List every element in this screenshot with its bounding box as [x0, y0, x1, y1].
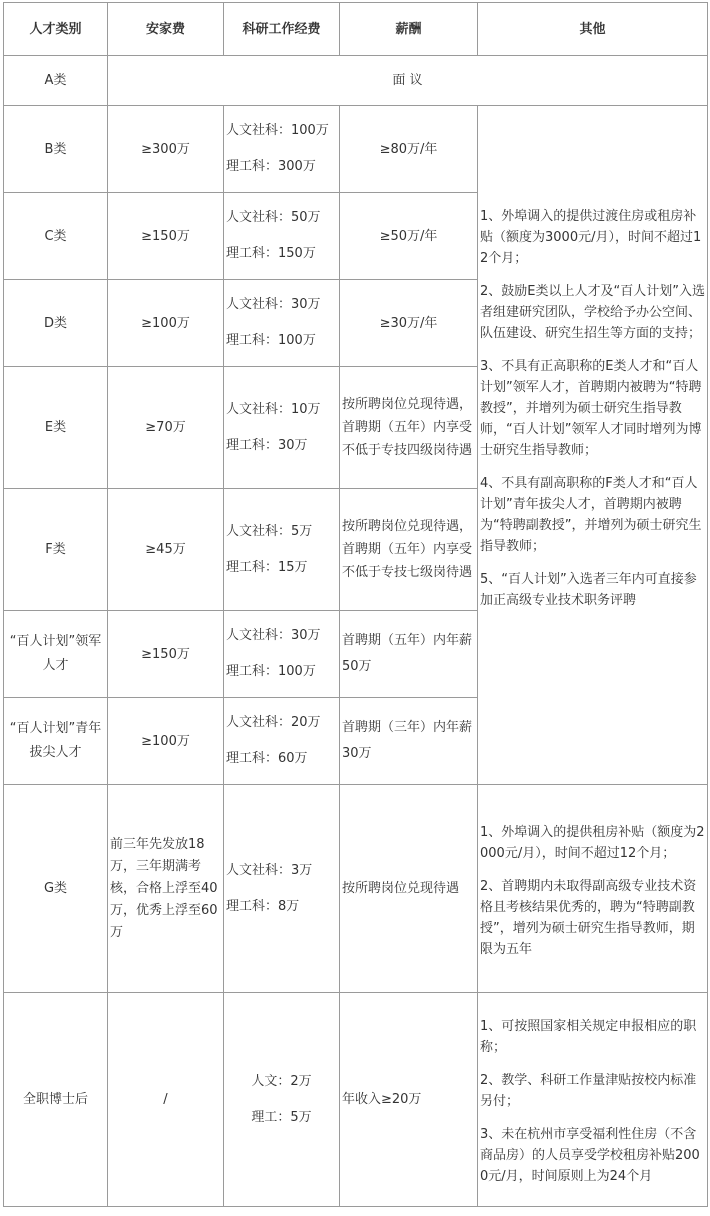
funding-cell — [224, 280, 340, 367]
funding-humanities: 人文社科：50万 — [226, 210, 321, 225]
funding-cell — [224, 489, 340, 611]
salary-cell: 首聘期（五年）内年薪50万 — [340, 611, 478, 698]
salary-cell: 按所聘岗位兑现待遇，首聘期（五年）内享受不低于专技七级岗待遇 — [340, 489, 478, 611]
funding-science: 理工科：15万 — [226, 559, 308, 575]
other-item: 2、鼓励E类以上人才及“百人计划”入选者组建研究团队，学校给予办公空间、队伍建设、研究生招生等方面的支持； — [480, 284, 705, 341]
category-cell: “百人计划”青年拔尖人才 — [4, 698, 108, 785]
salary-cell: ≥50万/年 — [340, 193, 478, 280]
fee-cell: ≥100万 — [108, 280, 224, 367]
fee-cell: / — [108, 993, 224, 1207]
funding-science: 理工科：300万 — [226, 159, 316, 174]
header-settling-fee: 安家费 — [108, 3, 224, 56]
funding-science: 理工科：100万 — [226, 664, 316, 679]
salary-cell: ≥80万/年 — [340, 106, 478, 193]
funding-science: 理工科：100万 — [226, 333, 316, 348]
funding-cell — [224, 785, 340, 993]
funding-science: 理工科：150万 — [226, 246, 316, 261]
funding-science: 理工科：30万 — [226, 437, 308, 453]
table-row — [4, 785, 708, 993]
funding-cell — [224, 698, 340, 785]
category-cell: B类 — [4, 106, 108, 193]
other-item: 3、不具有正高职称的E类人才和“百人计划”领军人才，首聘期内被聘为“特聘教授”，并增列为硕士研究生指导教师，“百人计划”领军人才同时增列为博士研究生指导教师； — [480, 359, 702, 458]
fee-cell: ≥150万 — [108, 611, 224, 698]
fee-cell: ≥300万 — [108, 106, 224, 193]
category-cell: 全职博士后 — [4, 993, 108, 1207]
funding-humanities: 人文社科：3万 — [226, 862, 313, 878]
funding-cell — [224, 193, 340, 280]
other-cell-postdoc — [478, 993, 708, 1207]
header-research-funding: 科研工作经费 — [224, 3, 340, 56]
salary-cell: ≥30万/年 — [340, 280, 478, 367]
other-cell-main — [478, 106, 708, 785]
table-header-row — [4, 3, 708, 56]
salary-cell: 按所聘岗位兑现待遇，首聘期（五年）内享受不低于专技四级岗待遇 — [340, 367, 478, 489]
funding-science: 理工科：8万 — [226, 898, 300, 914]
salary-cell: 按所聘岗位兑现待遇 — [340, 785, 478, 993]
salary-cell: 年收入≥20万 — [340, 993, 478, 1207]
other-item: 1、外埠调入的提供过渡住房或租房补贴（额度为3000元/月），时间不超过12个月； — [480, 209, 702, 266]
fee-cell: ≥150万 — [108, 193, 224, 280]
other-item: 5、“百人计划”入选者三年内可直接参加正高级专业技术职务评聘 — [480, 572, 697, 608]
funding-science: 理工科：60万 — [226, 751, 308, 766]
fee-cell: ≥70万 — [108, 367, 224, 489]
header-other: 其他 — [478, 3, 708, 56]
table-row — [4, 56, 708, 106]
funding-cell — [224, 611, 340, 698]
fee-cell: 前三年先发放18万，三年期满考核，合格上浮至40万，优秀上浮至60万 — [108, 785, 224, 993]
negotiable-cell: 面 议 — [108, 56, 708, 106]
other-item: 2、教学、科研工作量津贴按校内标准另付； — [480, 1073, 697, 1109]
category-cell: E类 — [4, 367, 108, 489]
talent-table — [3, 2, 708, 1207]
funding-humanities: 人文社科：5万 — [226, 523, 313, 539]
fee-cell: ≥100万 — [108, 698, 224, 785]
other-cell-g — [478, 785, 708, 993]
fee-cell: ≥45万 — [108, 489, 224, 611]
category-cell: D类 — [4, 280, 108, 367]
category-cell: F类 — [4, 489, 108, 611]
funding-humanities: 人文社科：30万 — [226, 297, 321, 312]
header-category: 人才类别 — [4, 3, 108, 56]
header-salary: 薪酬 — [340, 3, 478, 56]
funding-science: 理工：5万 — [251, 1109, 312, 1125]
funding-cell — [224, 106, 340, 193]
table-row — [4, 993, 708, 1207]
funding-cell — [224, 367, 340, 489]
funding-humanities: 人文：2万 — [251, 1073, 312, 1089]
category-cell: “百人计划”领军人才 — [4, 611, 108, 698]
other-item: 3、未在杭州市享受福利性住房（不含商品房）的人员享受学校租房补贴2000元/月，时间原则上为24个月 — [480, 1127, 700, 1184]
other-item: 2、首聘期内未取得副高级专业技术资格且考核结果优秀的，聘为“特聘副教授”，增列为硕士研究生指导教师，期限为五年 — [480, 878, 697, 957]
funding-humanities: 人文社科：30万 — [226, 628, 321, 643]
funding-humanities: 人文社科：10万 — [226, 401, 321, 417]
category-cell: G类 — [4, 785, 108, 993]
funding-cell — [224, 993, 340, 1207]
table-row — [4, 106, 708, 193]
funding-humanities: 人文社科：100万 — [226, 123, 329, 138]
salary-cell: 首聘期（三年）内年薪30万 — [340, 698, 478, 785]
funding-humanities: 人文社科：20万 — [226, 715, 321, 730]
category-cell: C类 — [4, 193, 108, 280]
other-item: 1、外埠调入的提供租房补贴（额度为2000元/月），时间不超过12个月； — [480, 824, 705, 861]
other-item: 1、可按照国家相关规定申报相应的职称； — [480, 1019, 697, 1055]
category-cell: A类 — [4, 56, 108, 106]
other-item: 4、不具有副高职称的F类人才和“百人计划”青年拔尖人才，首聘期内被聘为“特聘副教授”，并增列为硕士研究生指导教师； — [480, 476, 702, 554]
